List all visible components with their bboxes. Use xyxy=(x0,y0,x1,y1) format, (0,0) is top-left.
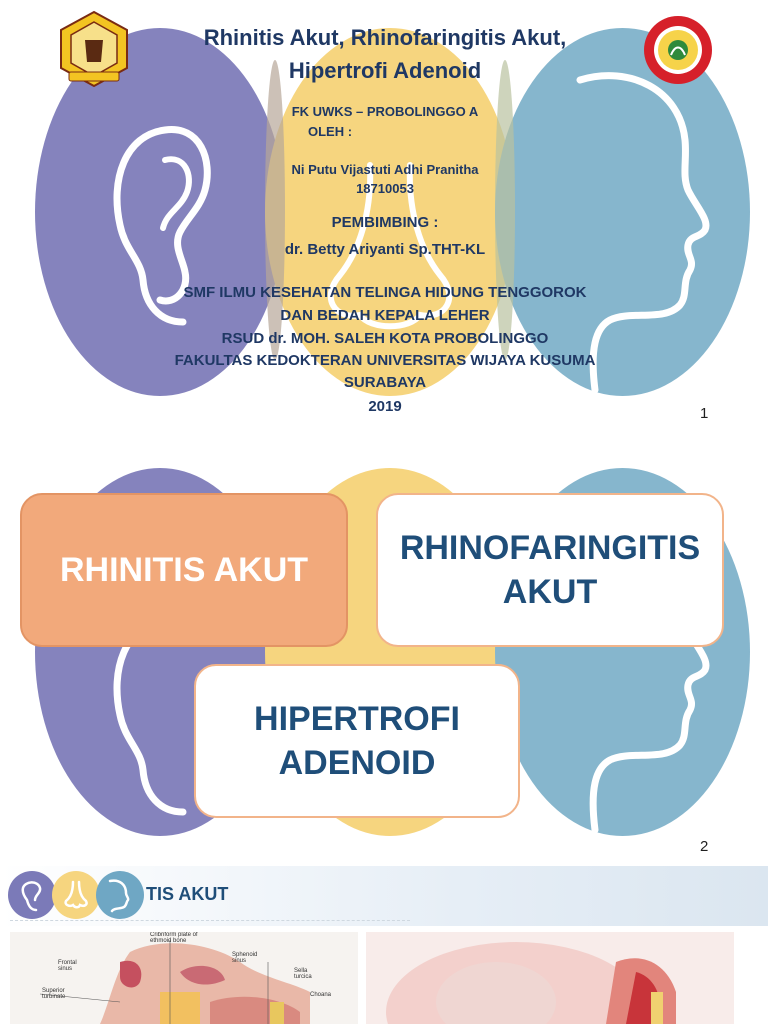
pembimbing-name: dr. Betty Ariyanti Sp.THT-KL xyxy=(284,241,486,258)
group-line: FK UWKS – PROBOLINGGO A xyxy=(291,104,479,119)
author-name: Ni Putu Vijastuti Adhi Pranitha xyxy=(291,162,479,177)
hospital-logo xyxy=(643,15,713,85)
topics-slide xyxy=(0,440,768,872)
rhinitis-slide xyxy=(0,866,768,1024)
topic-label: RHINITIS AKUT xyxy=(59,550,309,589)
dept-line-5: SURABAYA xyxy=(343,374,427,391)
oleh-line: OLEH : xyxy=(307,124,353,139)
topic-box-rhinofaringitis-akut[interactable] xyxy=(376,493,724,647)
nose-circle-icon xyxy=(52,871,100,919)
dept-line-3: RSUD dr. MOH. SALEH KOTA PROBOLINGGO xyxy=(221,330,549,347)
dept-line-2: DAN BEDAH KEPALA LEHER xyxy=(280,307,490,324)
slide-title-line1: Rhinitis Akut, Rhinofaringitis Akut, xyxy=(203,25,567,50)
diagram-label: Cribriform plate of ethmoid bone xyxy=(150,932,198,944)
slide-title-line2: Hipertrofi Adenoid xyxy=(288,58,482,83)
nasal-anatomy-diagram xyxy=(10,932,358,1024)
title-slide xyxy=(0,0,768,432)
diagram-label: Sella turcica xyxy=(294,968,312,980)
diagram-label: Choana xyxy=(310,992,332,998)
ear-circle-icon xyxy=(8,871,56,919)
title-divider xyxy=(10,920,410,921)
pembimbing-label: PEMBIMBING : xyxy=(331,214,439,231)
topic-box-hipertrofi-adenoid[interactable] xyxy=(194,664,520,818)
sinus-anatomy-illustration xyxy=(366,932,734,1024)
topic-label: RHINOFARINGITIS xyxy=(399,528,701,567)
year: 2019 xyxy=(368,398,402,415)
diagram-label: Superior turbinate xyxy=(42,988,66,1000)
author-id: 18710053 xyxy=(356,181,414,196)
dept-line-1: SMF ILMU KESEHATAN TELINGA HIDUNG TENGGOROK xyxy=(183,284,587,301)
topic-label: AKUT xyxy=(502,573,598,611)
face-circle-icon xyxy=(96,871,144,919)
topic-box-rhinitis-akut[interactable] xyxy=(20,493,348,647)
page-number: 2 xyxy=(700,838,709,855)
topic-label: HIPERTROFI xyxy=(254,699,460,738)
diagram-label: Frontal sinus xyxy=(58,960,77,972)
slide-title: TIS AKUT xyxy=(146,884,229,904)
page-number: 1 xyxy=(700,405,709,422)
diagram-label: Sphenoid sinus xyxy=(232,952,258,964)
topic-label: ADENOID xyxy=(278,744,436,782)
dept-line-4: FAKULTAS KEDOKTERAN UNIVERSITAS WIJAYA KUSUMA xyxy=(174,352,596,369)
